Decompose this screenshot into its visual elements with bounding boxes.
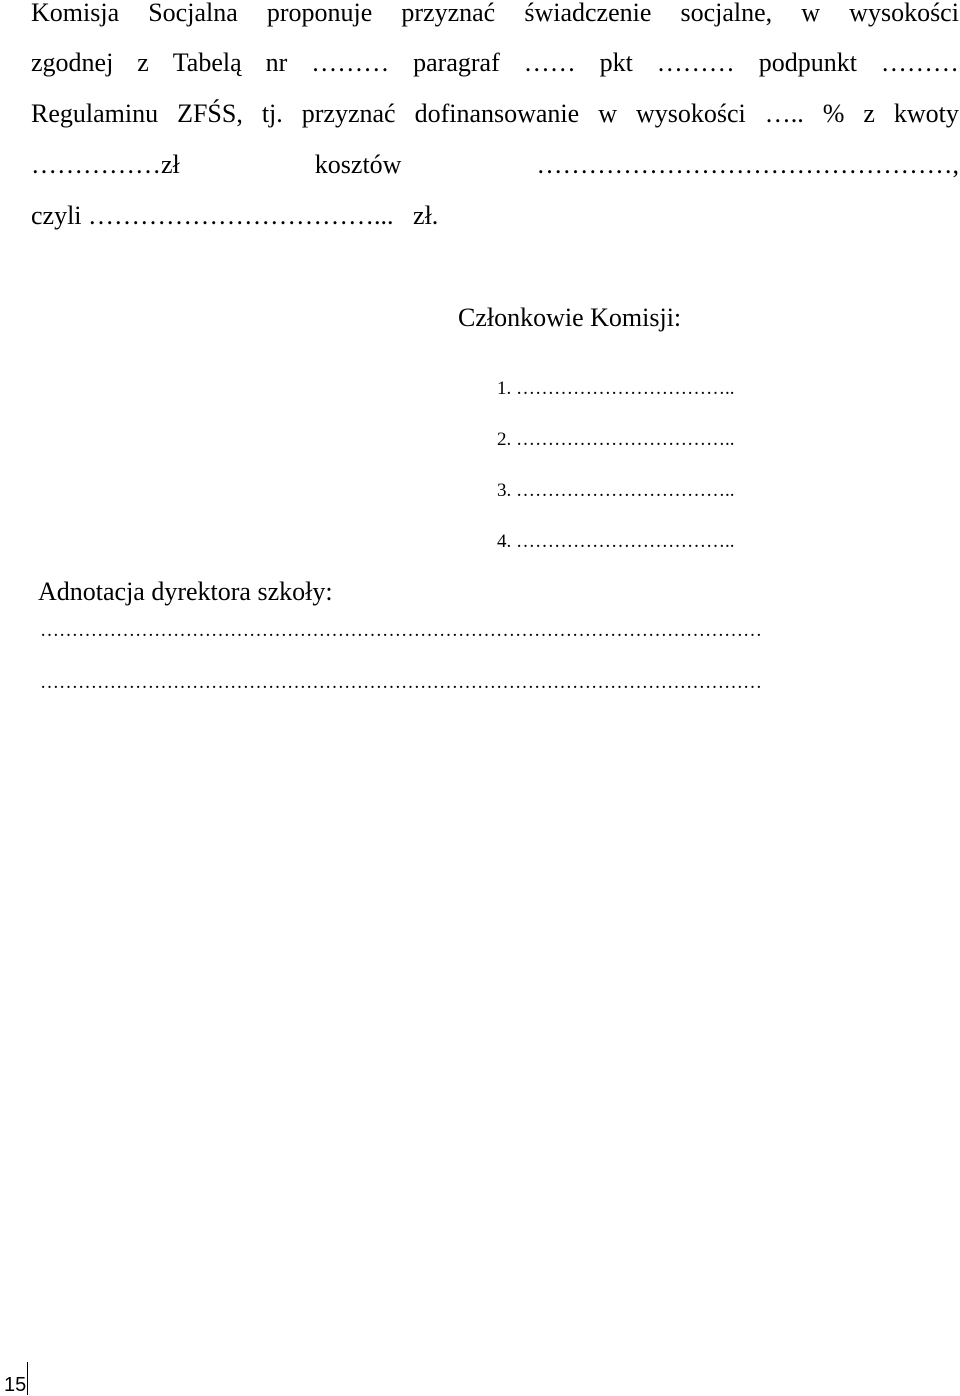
word: przyznać — [301, 99, 396, 128]
commission-members-heading: Członkowie Komisji: — [458, 303, 682, 332]
director-annotation-line: …………………………………………………………………………………………………… — [40, 672, 762, 693]
word: proponuje — [266, 0, 373, 27]
word: Tabelą — [172, 48, 242, 77]
member-signature-line: 4. …………………………….. — [497, 531, 735, 552]
word: w — [598, 99, 617, 128]
word: wysokości — [849, 0, 959, 27]
word: przyznać — [401, 0, 496, 27]
director-annotation-line: …………………………………………………………………………………………………… — [40, 620, 762, 641]
blank-field: ……………zł — [31, 150, 180, 179]
word: pkt — [599, 48, 633, 77]
word: w — [801, 0, 821, 27]
word: paragraf — [413, 48, 500, 77]
word: świadczenie — [524, 0, 652, 27]
body-line-2 — [31, 48, 959, 78]
page-number: 15 — [4, 1374, 27, 1396]
blank-field: ……… — [656, 48, 735, 77]
word: Socjalna — [148, 0, 238, 27]
word: ZFŚS, — [177, 99, 243, 128]
margin-rule — [27, 1362, 28, 1395]
word: socjalne, — [680, 0, 773, 27]
member-signature-line: 2. …………………………….. — [497, 429, 735, 450]
blank-field: ….. — [764, 99, 804, 128]
body-line-3 — [31, 99, 959, 129]
word: Komisja — [31, 0, 120, 27]
director-annotation-heading: Adnotacja dyrektora szkoły: — [38, 577, 333, 606]
word: dofinansowanie — [414, 99, 580, 128]
word: wysokości — [635, 99, 746, 128]
word: tj. — [261, 99, 283, 128]
body-line-1 — [31, 0, 959, 28]
blank-field: …………………………………………, — [536, 150, 959, 179]
blank-field: ……… — [311, 48, 390, 77]
word: % — [822, 99, 845, 128]
word: nr — [265, 48, 288, 77]
member-signature-line: 3. …………………………….. — [497, 480, 735, 501]
word: z — [863, 99, 875, 128]
word: Regulaminu — [31, 99, 159, 128]
blank-field: …… — [523, 48, 576, 77]
word: z — [137, 48, 149, 77]
blank-field: ……… — [880, 48, 959, 77]
member-signature-line: 1. …………………………….. — [497, 378, 735, 399]
body-line-4 — [31, 150, 959, 180]
body-line-5: czyli ……………………………... zł. — [31, 201, 439, 230]
word: kosztów — [314, 150, 402, 179]
word: kwoty — [893, 99, 959, 128]
word: zgodnej — [31, 48, 114, 77]
word: podpunkt — [758, 48, 857, 77]
